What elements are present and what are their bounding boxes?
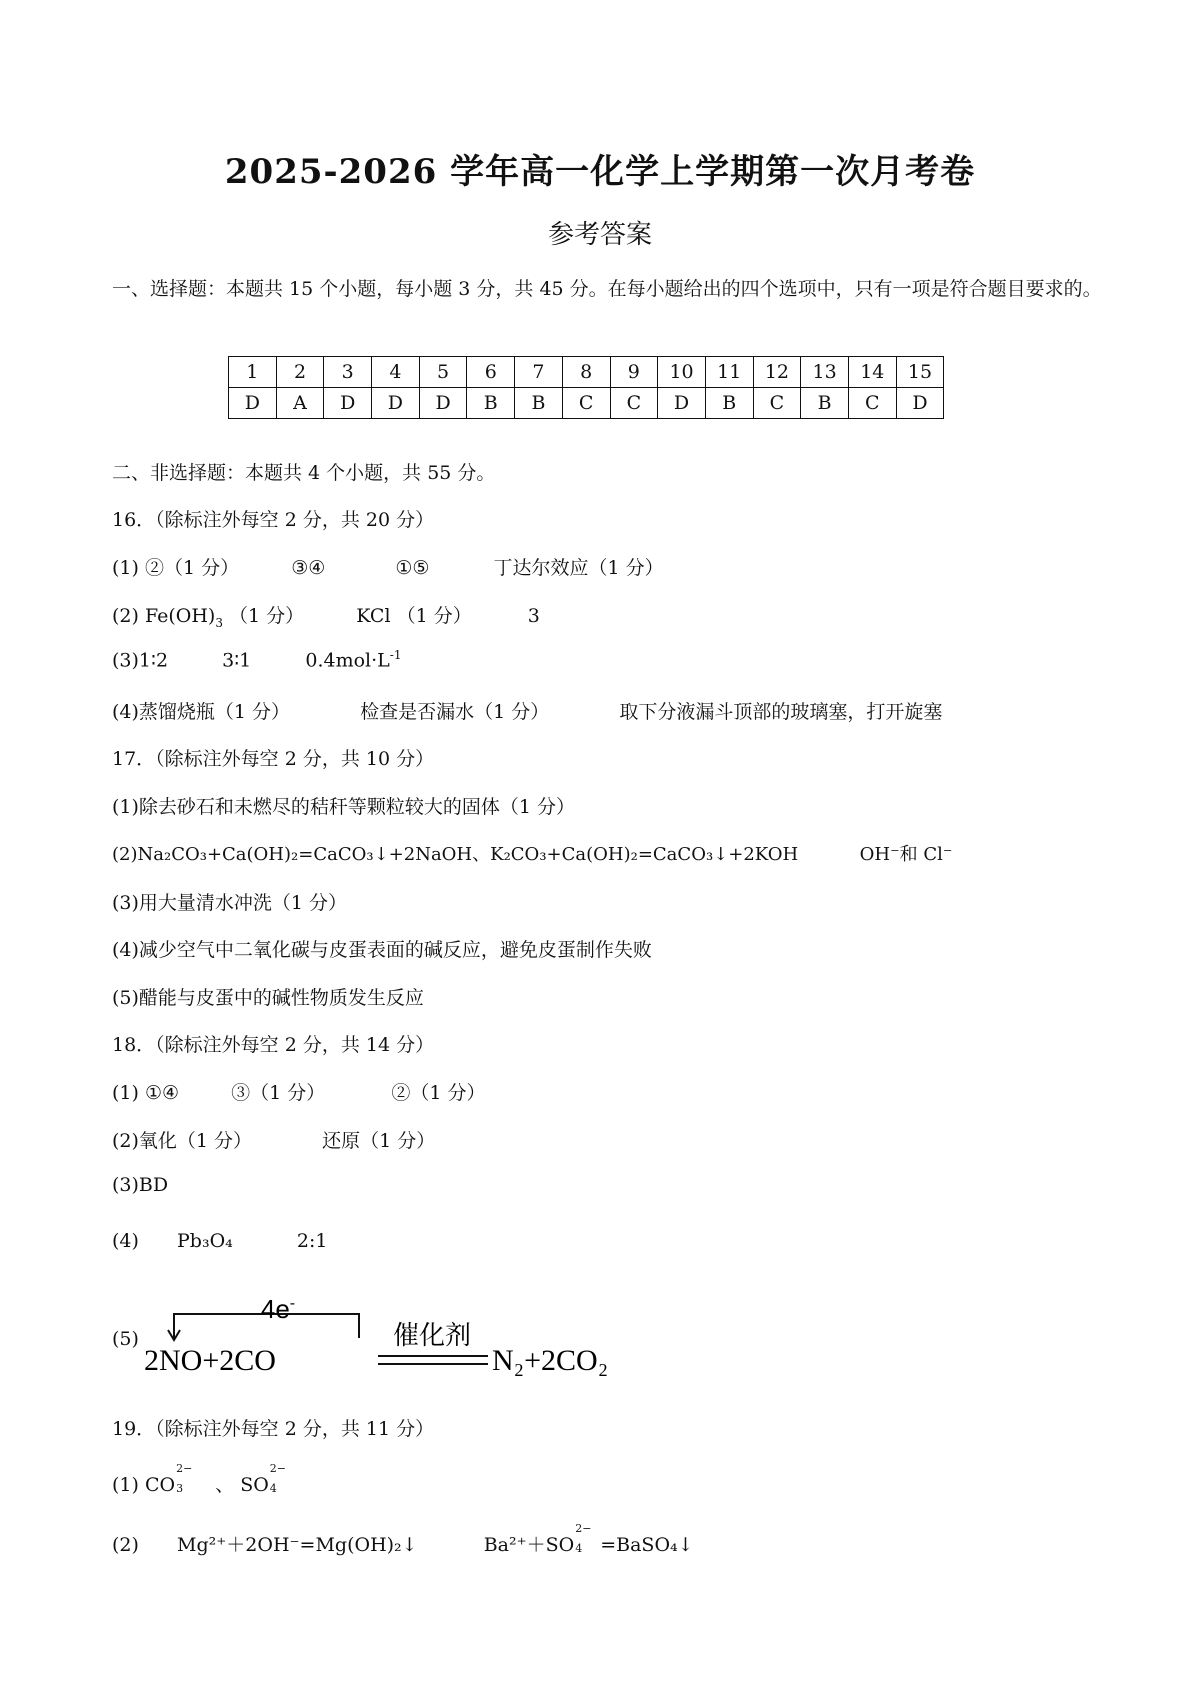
q16-p2-label: (2) Fe(OH) [112, 605, 216, 627]
answer-cell: A [276, 388, 324, 419]
question-number-cell: 4 [372, 357, 420, 388]
catalyst-label: 催化剂 [392, 1321, 472, 1351]
reactants: 2NO+2CO [144, 1344, 276, 1377]
q16-p3-sup: -1 [389, 648, 402, 662]
section1-heading: 一、选择题：本题共 15 个小题，每小题 3 分，共 45 分。在每小题给出的四个选项中，只有一项是符合题目要求的。 [112, 278, 1102, 300]
electron-count: 4e- [260, 1294, 296, 1324]
q18-p1-a: ③（1 分） [231, 1082, 326, 1104]
q18-p2-label: (2)氧化（1 分） [112, 1130, 253, 1152]
q17-p2-ions: OH⁻和 Cl⁻ [859, 844, 953, 865]
q18-p1-b: ②（1 分） [391, 1082, 486, 1104]
q18-part1 [112, 1078, 486, 1105]
answer-cell: D [372, 388, 420, 419]
q16-p3-b: 0.4mol·L [305, 649, 390, 672]
question-number-cell: 15 [896, 357, 944, 388]
products: N₂+2CO₂ [492, 1344, 609, 1377]
q17-part2 [112, 840, 952, 866]
q19-p1-sep: 、 [215, 1474, 235, 1496]
answer-cell: C [610, 388, 658, 419]
q18-p2-a: 还原（1 分） [322, 1130, 436, 1152]
answer-cell: D [419, 388, 467, 419]
q17-part5: (5)醋能与皮蛋中的碱性物质发生反应 [112, 987, 424, 1009]
q18-part2 [112, 1126, 435, 1153]
q16-header: 16．（除标注外每空 2 分，共 20 分） [112, 509, 435, 531]
q18-header: 18．（除标注外每空 2 分，共 14 分） [112, 1034, 435, 1056]
q16-p3-a: 3∶1 [222, 649, 252, 672]
sulfate-ion-2: SO 2− 4 [545, 1522, 592, 1556]
q18-part4 [112, 1230, 327, 1252]
q17-part3: (3)用大量清水冲洗（1 分） [112, 892, 348, 914]
question-number-cell: 10 [658, 357, 706, 388]
question-number-cell: 3 [324, 357, 372, 388]
q16-part1 [112, 553, 664, 580]
q16-p2-a: （1 分） [229, 605, 305, 627]
electron-transfer-diagram [132, 1292, 609, 1388]
q17-part4: (4)减少空气中二氧化碳与皮蛋表面的碱反应，避免皮蛋制作失败 [112, 939, 652, 961]
q16-p4-a: 检查是否漏水（1 分） [360, 701, 550, 723]
q19-header: 19．（除标注外每空 2 分，共 11 分） [112, 1418, 435, 1440]
section2-heading: 二、非选择题：本题共 4 个小题，共 55 分。 [112, 462, 496, 484]
answer-cell: D [324, 388, 372, 419]
answer-cell: C [562, 388, 610, 419]
page-title: 2025-2026 学年高一化学上学期第一次月考卷 [224, 152, 976, 192]
question-number-cell: 12 [753, 357, 801, 388]
q19-p2-eq2b: =BaSO₄↓ [600, 1534, 694, 1556]
question-number-cell: 11 [705, 357, 753, 388]
q17-part1: (1)除去砂石和未燃尽的秸秆等颗粒较大的固体（1 分） [112, 796, 576, 818]
q17-p2-equation: (2)Na₂CO₃+Ca(OH)₂=CaCO₃↓+2NaOH、K₂CO₃+Ca(OH)₂=CaCO₃↓+2KOH [112, 844, 799, 865]
q19-p2-eq1: Mg²⁺＋2OH⁻=Mg(OH)₂↓ [177, 1534, 418, 1556]
q18-p5-label: (5) [112, 1328, 139, 1350]
q18-p4-b: 2:1 [296, 1230, 328, 1252]
q16-p3-label: (3)1∶2 [112, 649, 169, 672]
q16-p1-c: ①⑤ [395, 557, 430, 579]
question-number-cell: 9 [610, 357, 658, 388]
answer-cell: D [658, 388, 706, 419]
answer-cell: C [753, 388, 801, 419]
answer-cell: D [229, 388, 277, 419]
q16-p4-label: (4)蒸馏烧瓶（1 分） [112, 701, 291, 723]
q16-p2-c: 3 [527, 605, 540, 627]
q17-header: 17．（除标注外每空 2 分，共 10 分） [112, 748, 435, 770]
q16-p1-d: 丁达尔效应（1 分） [493, 557, 664, 579]
sulfate-ion: SO 2− 4 [240, 1462, 287, 1496]
answer-cell: D [896, 388, 944, 419]
page-subtitle: 参考答案 [547, 220, 652, 250]
question-number-cell: 5 [419, 357, 467, 388]
carbonate-ion: CO 2− 3 [144, 1462, 193, 1496]
q19-p2-eq2a: Ba²⁺＋ [483, 1534, 546, 1556]
answer-row [229, 388, 944, 419]
question-number-cell: 1 [229, 357, 277, 388]
question-number-cell: 6 [467, 357, 515, 388]
q16-p1-a: ②（1 分） [144, 557, 240, 579]
q18-p4-a: Pb₃O₄ [177, 1230, 233, 1252]
question-number-cell: 8 [562, 357, 610, 388]
q18-part3: (3)BD [112, 1174, 169, 1196]
q19-part2 [112, 1522, 694, 1557]
question-number-cell: 13 [801, 357, 849, 388]
q16-p2-b: KCl （1 分） [356, 605, 472, 627]
question-number-cell: 2 [276, 357, 324, 388]
answer-cell: C [848, 388, 896, 419]
q18-p4-label: (4) [112, 1230, 139, 1252]
question-number-cell: 7 [515, 357, 563, 388]
q16-part2 [112, 601, 540, 630]
question-number-row [229, 357, 944, 388]
q18-p1-label: (1) ①④ [112, 1082, 180, 1104]
answer-cell: B [515, 388, 563, 419]
q18-part5-equation [112, 1292, 609, 1388]
q16-p1-b: ③④ [291, 557, 326, 579]
q19-p2-label: (2) [112, 1534, 139, 1556]
q19-part1 [112, 1462, 303, 1497]
q16-p4-b: 取下分液漏斗顶部的玻璃塞，打开旋塞 [619, 701, 943, 723]
q16-p2-sub: 3 [215, 615, 223, 630]
q19-p1-label: (1) [112, 1474, 139, 1496]
q16-part3 [112, 648, 401, 671]
answer-cell: B [467, 388, 515, 419]
answer-table [228, 356, 944, 419]
answer-cell: B [705, 388, 753, 419]
answer-cell: B [801, 388, 849, 419]
q16-part4 [112, 697, 942, 724]
question-number-cell: 14 [848, 357, 896, 388]
q16-p1-label: (1) [112, 557, 139, 579]
